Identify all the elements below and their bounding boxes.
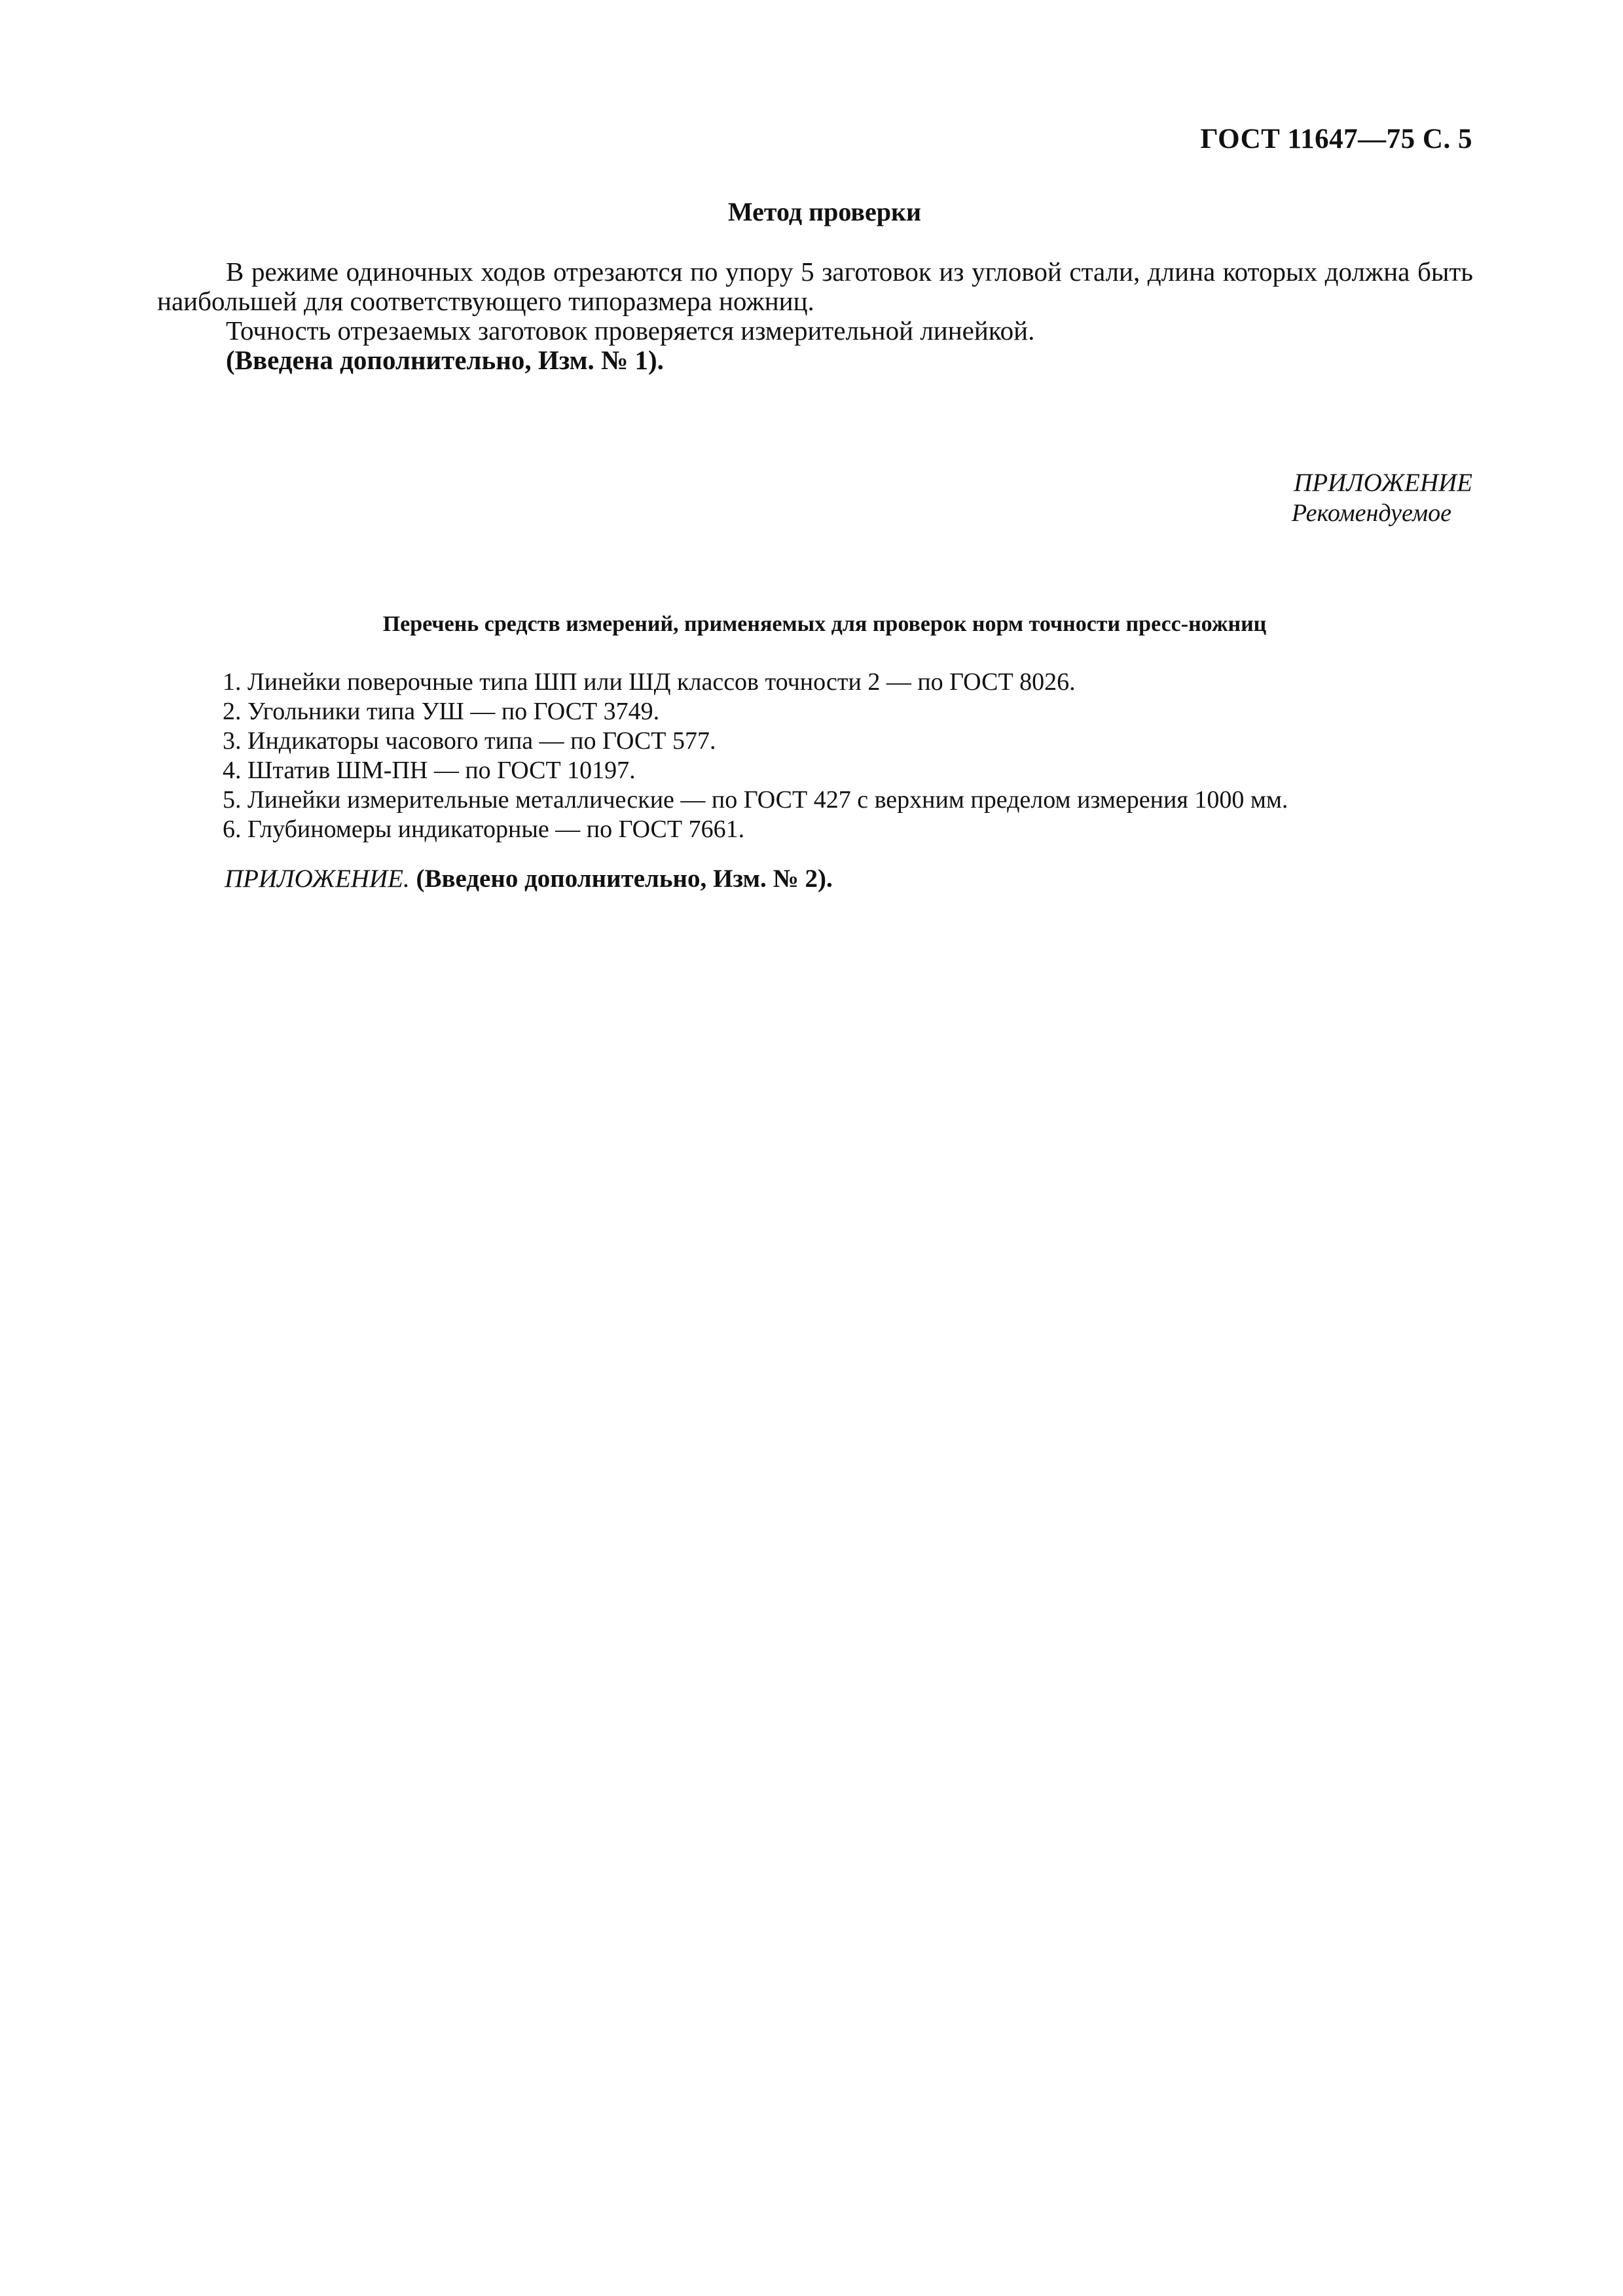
method-section bbox=[157, 257, 1473, 375]
list-item: 6. Глубиномеры индикаторные — по ГОСТ 7661. bbox=[223, 816, 745, 843]
instrument-list-title: Перечень средств измерений, применяемых для проверок норм точности пресс-ножниц bbox=[382, 612, 1267, 636]
instrument-list bbox=[223, 668, 1499, 844]
appendix-heading bbox=[1292, 468, 1472, 528]
method-paragraph-1: В режиме одиночных ходов отрезаются по упору 5 заготовок из угловой стали, длина которых должна быть наибольшей для соответствующего типоразмера ножниц. bbox=[157, 257, 1473, 316]
footer-appendix-label: ПРИЛОЖЕНИЕ. bbox=[225, 865, 410, 893]
footer-amendment-text: (Введено дополнительно, Изм. № 2). bbox=[416, 865, 833, 893]
method-paragraph-2: Точность отрезаемых заготовок проверяется измерительной линейкой. bbox=[226, 315, 1035, 346]
list-item: 1. Линейки поверочные типа ШП или ШД классов точности 2 — по ГОСТ 8026. bbox=[223, 668, 1076, 696]
list-item: 3. Индикаторы часового типа — по ГОСТ 577. bbox=[223, 727, 716, 755]
appendix-label: ПРИЛОЖЕНИЕ bbox=[1294, 469, 1472, 497]
appendix-status: Рекомендуемое bbox=[1291, 499, 1451, 527]
list-item: 5. Линейки измерительные металлические — по ГОСТ 427 с верхним пределом измерения 1000 мм. bbox=[223, 786, 1288, 814]
list-item: 4. Штатив ШМ-ПН — по ГОСТ 10197. bbox=[223, 757, 636, 784]
method-amendment-note: (Введена дополнительно, Изм. № 1). bbox=[226, 345, 664, 375]
list-item: 2. Угольники типа УШ — по ГОСТ 3749. bbox=[223, 698, 660, 725]
page-header: ГОСТ 11647—75 С. 5 bbox=[1200, 124, 1472, 154]
method-title: Метод проверки bbox=[727, 197, 922, 226]
appendix-amendment-note bbox=[225, 864, 833, 893]
